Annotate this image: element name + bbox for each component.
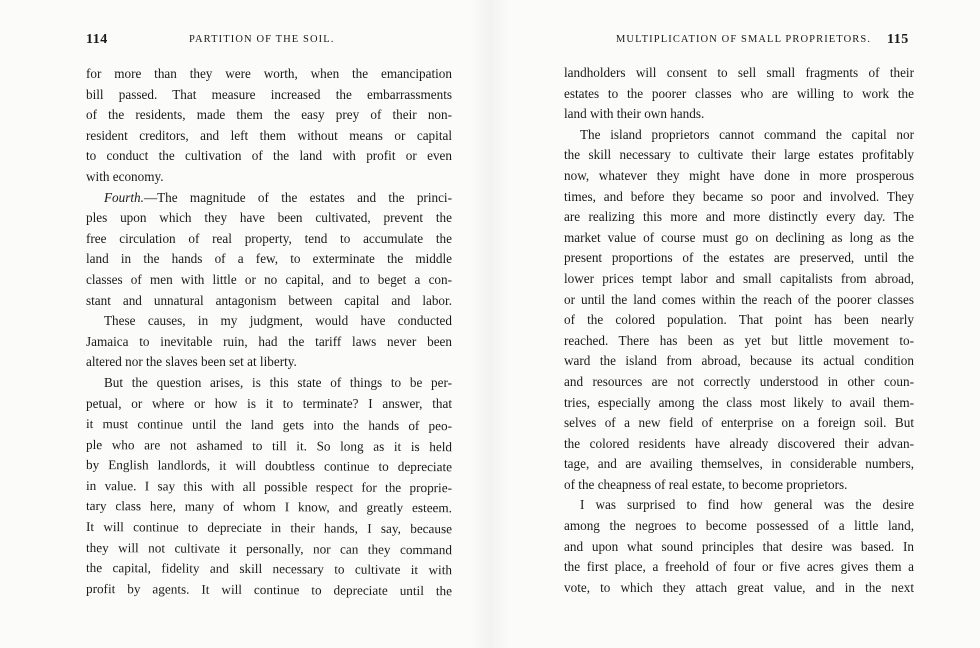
text-line: with economy. [86,168,164,184]
right-page [490,0,980,648]
text-line: the first place, a freehold of four or five acres gives them a [564,559,914,575]
text-line: of the colored population. That point has been nearly [564,312,914,328]
left-running-head: PARTITION OF THE SOIL. [189,34,335,45]
text-line: land in the hands of a few, to exterminate the middle [86,251,452,267]
text-line: stant and unnatural antagonism between capital and labor. [86,292,452,308]
right-page-body [564,63,914,598]
text-line: now, whatever they might have done in more prosperous [564,167,914,183]
italic-lead: Fourth. [104,189,144,205]
text-line: tage, and are availing themselves, in considerable numbers, [564,456,914,472]
text-line: it must continue until the land gets into the hands of peo- [85,416,453,434]
text-line: or until the land comes within the reach of the poorer classes [564,291,914,307]
text-line-fourth-rest: —The magnitude of the estates and the princi- [143,189,452,205]
text-line: by English landlords, it will doubtless continue to depreciate [85,457,453,475]
text-line: and upon what sound principles that desire was based. In [564,538,914,554]
text-line: times, and before they became so poor and involved. They [564,188,914,204]
text-line: estates to the poorer classes who are willing to work the [564,85,914,101]
text-line: tries, especially among the class most likely to avail them- [564,394,914,410]
text-line: land with their own hands. [564,106,705,122]
text-line: It will continue to depreciate in their hands, I say, because [85,519,453,537]
left-page-number: 114 [86,32,108,47]
text-line: reached. There has been as yet but little movement to- [564,332,914,348]
text-line: the capital, fidelity and skill necessary to cultivate it with [85,560,453,578]
text-line: of the residents, made them the easy prey of their non- [86,107,452,123]
text-line: the skill necessary to cultivate their large estates profitably [564,147,914,163]
text-line: free circulation of real property, tend to accumulate the [86,230,452,246]
text-line: resident creditors, and left them without means or capital [86,127,452,143]
right-page-number: 115 [887,32,909,47]
text-line: These causes, in my judgment, would have conducted [104,313,452,329]
text-line: tary class here, many of whom I know, and greatly esteem. [85,498,453,516]
text-line-fourth [86,188,452,209]
left-page-body [86,64,452,599]
text-line: for more than they were worth, when the emancipation [86,66,452,81]
text-line: lower prices tempt labor and small capitalists from abroad, [564,270,914,286]
text-line: profit by agents. It will continue to depreciate until the [85,580,453,599]
text-line: The island proprietors cannot command the capital nor [580,126,914,142]
text-line: market value of course must go on declining as long as the [564,229,914,245]
text-line: they will not cultivate it personally, nor can they command [85,539,453,557]
text-line: to conduct the cultivation of the land with profit or even [86,148,452,164]
text-line: selves of a new field of enterprise on a foreign soil. But [564,415,914,431]
text-line: altered nor the slaves been set at liberty. [86,354,297,370]
text-line: in value. I say this with all possible respect for the proprie- [85,477,453,496]
text-line: bill passed. That measure increased the embarrassments [86,86,452,102]
text-line: But the question arises, is this state of things to be per- [104,374,452,390]
text-line: ple who are not ashamed to till it. So long as it is held [85,436,453,454]
text-line: landholders will consent to sell small fragments of their [564,65,914,80]
text-line: ples upon which they have been cultivated, prevent the [86,210,452,226]
text-line: ward the island from abroad, because its actual condition [564,353,914,369]
text-line: present proportions of the estates are preserved, until the [564,250,914,266]
text-line: vote, to which they attach great value, and in the next [564,579,914,595]
left-page-header [86,32,458,50]
right-page-header [566,32,938,50]
text-line: the colored residents have already discovered their advan- [564,435,914,451]
right-running-head: MULTIPLICATION OF SMALL PROPRIETORS. [616,34,872,45]
text-line: of the cheapness of real estate, to become proprietors. [564,476,848,492]
text-line: I was surprised to find how general was the desire [580,497,914,513]
text-line: Jamaica to inevitable ruin, had the tariff laws never been [86,333,452,349]
text-line: are realizing this more and more distinctly every day. The [564,209,914,225]
text-line: among the negroes to become possessed of a little land, [564,518,914,534]
text-line: classes of men with little or no capital, and to beget a con- [86,271,452,287]
text-line: and resources are not correctly understood in other coun- [564,373,914,389]
text-line: petual, or where or how is it to terminate? I answer, that [86,395,452,411]
